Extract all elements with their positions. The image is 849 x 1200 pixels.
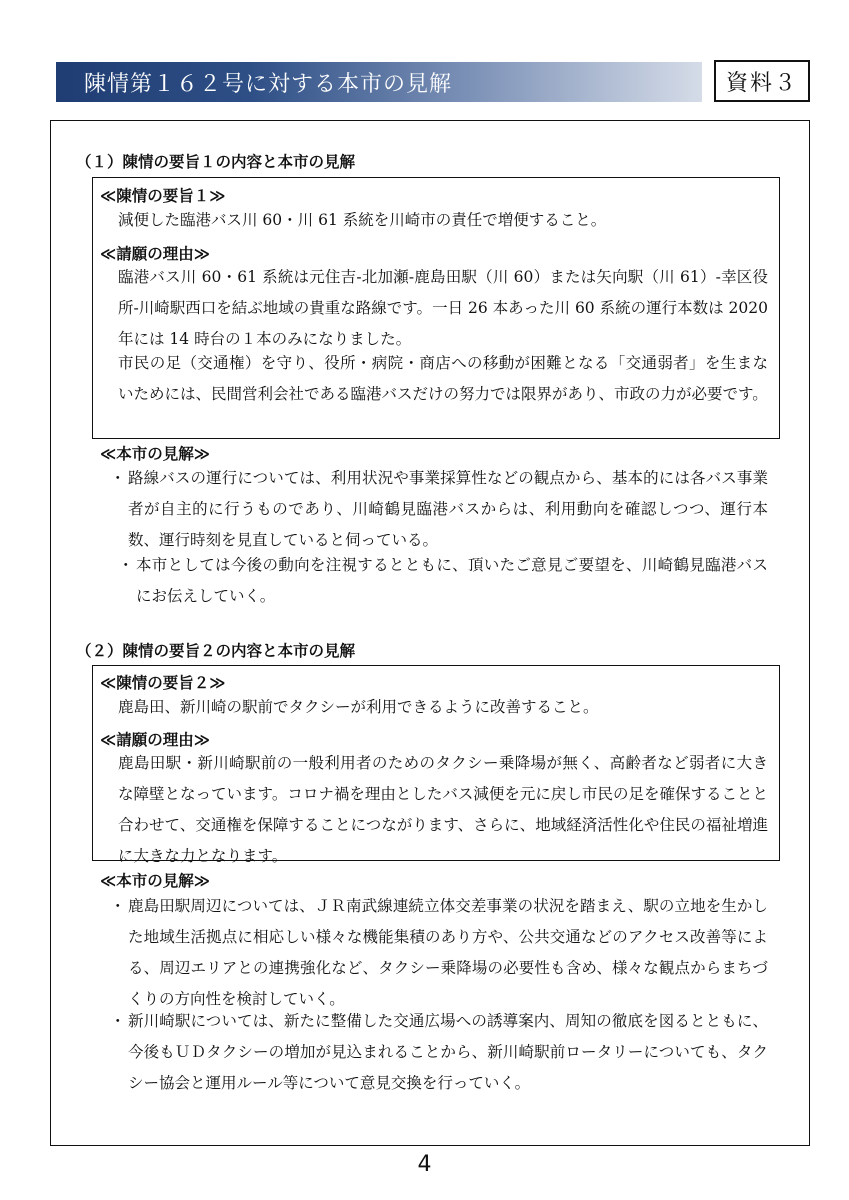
section-2-heading: （２）陳情の要旨２の内容と本市の見解 [76, 642, 356, 660]
section-2-view-item-1: 鹿島田駅周辺については、ＪＲ南武線連続立体交差事業の状況を踏まえ、駅の立地を生かした地域生活拠点に相応しい様々な機能集積のあり方や、公共交通などのアクセス改善等による、周辺エリアとの連携強化など、タクシー乗降場の必要性も含め、様々な観点からまちづくりの方向性を検討していく。 [128, 897, 768, 1008]
section-2-reason-label: ≪請願の理由≫ [100, 731, 210, 749]
section-1-heading: （１）陳情の要旨１の内容と本市の見解 [76, 153, 356, 171]
section-1-petition-text: 減便した臨港バス川 60・川 61 系統を川崎市の責任で増便すること。 [118, 211, 607, 229]
section-1-view-item-1: 路線バスの運行については、利用状況や事業採算性などの観点から、基本的には各バス事業者が自主的に行うものであり、川崎鶴見臨港バスからは、利用動向を確認しつつ、運行本数、運行時刻を見直していると伺っている。 [128, 469, 768, 549]
section-2-petition-text: 鹿島田、新川崎の駅前でタクシーが利用できるように改善すること。 [118, 698, 599, 716]
page-title: 陳情第１６２号に対する本市の見解 [84, 71, 453, 97]
section-1-view-bullet-2: ・ [118, 556, 134, 574]
section-2-petition-label: ≪陳情の要旨２≫ [100, 674, 226, 692]
section-1-view-bullet-1: ・ [110, 469, 126, 487]
section-1-petition-label: ≪陳情の要旨１≫ [100, 187, 226, 205]
section-2-reason-text-1: 鹿島田駅・新川崎駅前の一般利用者のためのタクシー乗降場が無く、高齢者など弱者に大きな障壁となっています。コロナ禍を理由としたバス減便を元に戻し市民の足を確保することと合わせて、交通権を保障することにつながります、さらに、地域経済活性化や住民の福祉増進に大きな力となります。 [118, 754, 768, 865]
section-2-view-bullet-2: ・ [110, 1012, 126, 1030]
section-2-view-bullet-1: ・ [110, 897, 126, 915]
section-1-view-label: ≪本市の見解≫ [100, 445, 210, 463]
section-1-reason-text-2: 市民の足（交通権）を守り、役所・病院・商店への移動が困難となる「交通弱者」を生まないためには、民間営利会社である臨港バスだけの努力では限界があり、市政の力が必要です。 [118, 354, 768, 403]
section-2-view-label: ≪本市の見解≫ [100, 872, 210, 890]
section-1-view-item-2: 本市としては今後の動向を注視するとともに、頂いたご意見ご要望を、川崎鶴見臨港バスにお伝えしていく。 [136, 556, 768, 605]
section-2-view-item-2: 新川崎駅については、新たに整備した交通広場への誘導案内、周知の徹底を図るとともに、今後もＵＤタクシーの増加が見込まれることから、新川崎駅前ロータリーについても、タクシー協会と運用ルール等について意見交換を行っていく。 [128, 1012, 768, 1092]
title-banner [56, 62, 702, 102]
section-1-reason-text-1: 臨港バス川 60・61 系統は元住吉-北加瀬-鹿島田駅（川 60）または矢向駅（川 61）-幸区役所-川崎駅西口を結ぶ地域の貴重な路線です。一日 26 本あった川 60 系統の運行本数は 2020 年には 14 時台の１本のみになりました。 [118, 268, 768, 348]
document-label: 資料３ [714, 60, 810, 102]
page-number: 4 [417, 1152, 432, 1177]
section-1-reason-label: ≪請願の理由≫ [100, 245, 210, 263]
